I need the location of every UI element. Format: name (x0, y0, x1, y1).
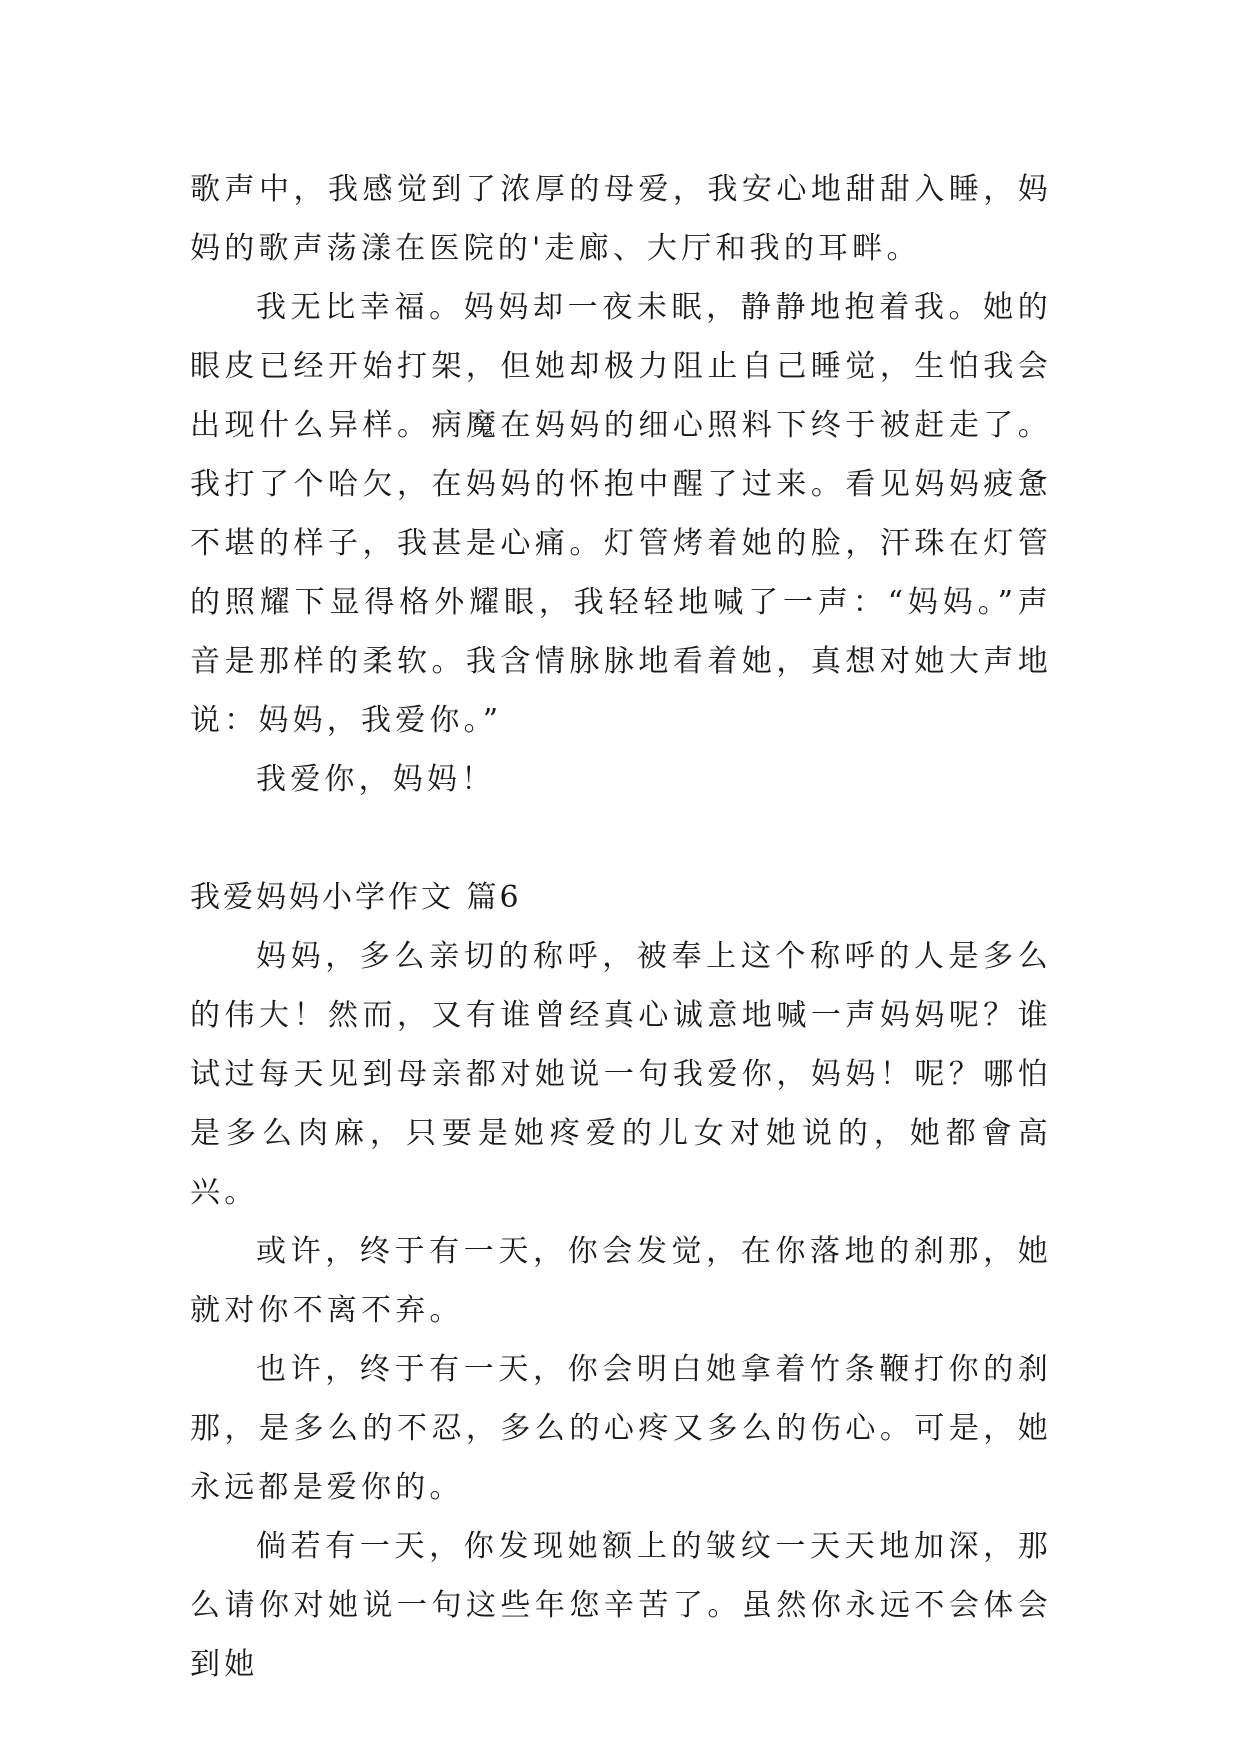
section-spacer (190, 809, 1052, 868)
paragraph-sleepless-night: 我无比幸福。妈妈却一夜未眠，静静地抱着我。她的眼皮已经开始打架，但她却极力阻止自己睡觉，生怕我会出现什么异样。病魔在妈妈的细心照料下终于被赶走了。我打了个哈欠，在妈妈的怀抱中醒了过来。看见妈妈疲惫不堪的样子，我甚是心痛。灯管烤着她的脸，汗珠在灯管的照耀下显得格外耀眼，我轻轻地喊了一声：“妈妈。”声音是那样的柔软。我含情脉脉地看着她，真想对她大声地说：妈妈，我爱你。” (190, 290, 1052, 738)
paragraph-mother-title: 妈妈，多么亲切的称呼，被奉上这个称呼的人是多么的伟大！然而，又有谁曾经真心诚意地喊一声妈妈呢？谁试过每天见到母亲都对她说一句我爱你，妈妈！呢？哪怕是多么肉麻，只要是她疼爱的儿女对她说的，她都會高兴。 (190, 939, 1052, 1210)
paragraph-bamboo-stick: 也许，终于有一天，你会明白她拿着竹条鞭打你的刹那，是多么的不忍，多么的心疼又多么的伤心。可是，她永远都是爱你的。 (190, 1352, 1052, 1505)
paragraph-lullaby: 歌声中，我感觉到了浓厚的母爱，我安心地甜甜入睡，妈妈的歌声荡漾在医院的'走廊、大厅和我的耳畔。 (190, 172, 1052, 266)
paragraph-wrinkles: 倘若有一天，你发现她额上的皱纹一天天地加深，那么请你对她说一句这些年您辛苦了。虽然你永远不会体会到她 (190, 1529, 1052, 1682)
paragraph-i-love-you: 我爱你，妈妈！ (256, 762, 496, 797)
section-heading: 我爱妈妈小学作文 篇6 (190, 880, 522, 915)
document-body (190, 160, 1052, 1694)
paragraph-never-leave: 或许，终于有一天，你会发觉，在你落地的刹那，她就对你不离不弃。 (190, 1234, 1052, 1328)
